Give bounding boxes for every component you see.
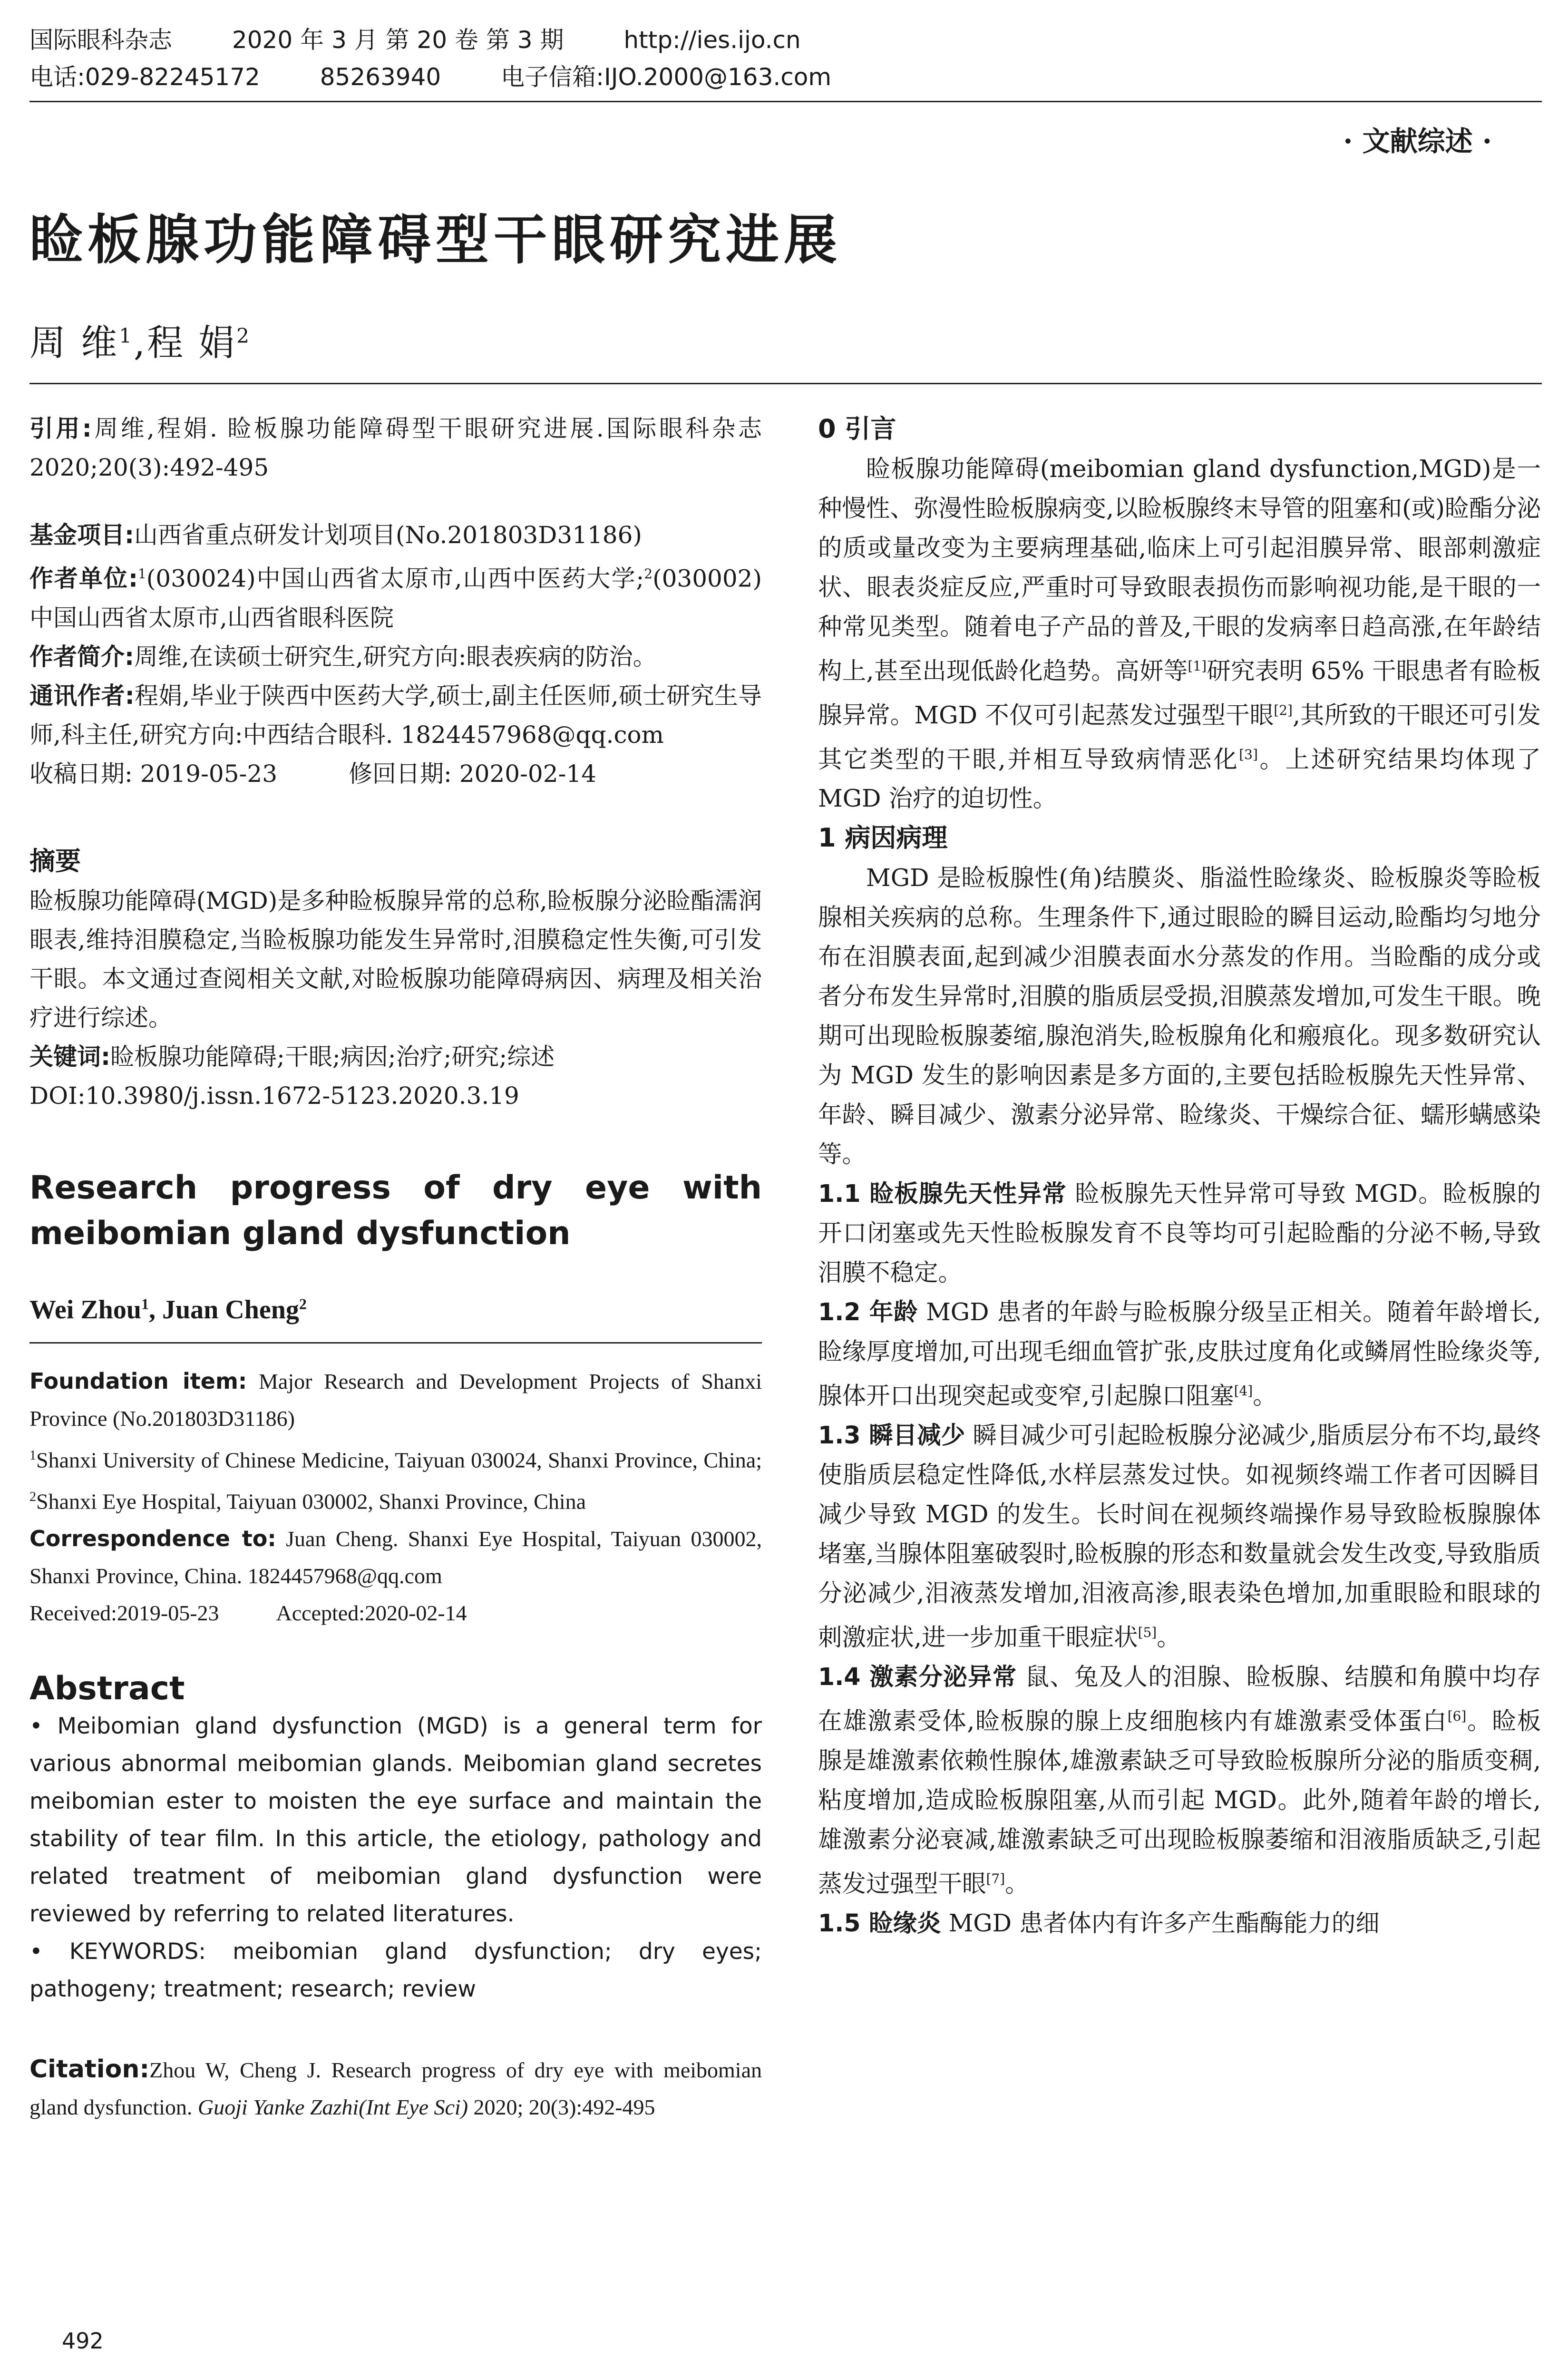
reference-7[interactable]: [7] [986, 1870, 1005, 1887]
author-1: 周 维 [29, 321, 119, 364]
english-correspondence-label: Correspondence to: [29, 1526, 276, 1552]
section-1-3 [818, 1415, 1541, 1657]
foundation-label: 基金项目: [29, 521, 134, 549]
english-received: Received:2019-05-23 [29, 1601, 219, 1626]
english-affiliation-text-1: Shanxi University of Chinese Medicine, Taiyuan 030024, Shanxi Province, China; [36, 1447, 762, 1472]
citation-text: 周维,程娟. 睑板腺功能障碍型干眼研究进展.国际眼科杂志 2020;20(3):492-495 [29, 415, 762, 481]
section-1-4-end: 。 [1005, 1869, 1029, 1898]
author-2: 程 娟 [147, 321, 237, 364]
english-foundation-text: Major Research and Development Projects of Shanxi Province (No.201803D31186) [29, 1369, 762, 1431]
journal-url[interactable]: http://ies.ijo.cn [623, 26, 801, 54]
citation-label: 引用: [29, 415, 92, 442]
affiliation [29, 555, 762, 637]
section-1-4-text-a: 鼠、兔及人的泪腺、睑板腺、结膜和角膜中均存在雄激素受体,睑板腺的腺上皮细胞核内有雄激素受体蛋白 [818, 1663, 1541, 1735]
english-meta [29, 1363, 762, 1632]
section-0-heading: 0 引言 [818, 414, 896, 444]
english-dates [29, 1595, 762, 1632]
english-divider [29, 1342, 762, 1344]
section-1-paragraph: MGD 是睑板腺性(角)结膜炎、脂溢性睑缘炎、睑板腺炎等睑板腺相关疾病的总称。生理条件下,通过眼睑的瞬目运动,睑酯均匀地分布在泪膜表面,起到减少泪膜表面水分蒸发的作用。当睑酯的成分或者分布发生异常时,泪膜的脂质层受损,泪膜蒸发增加,可发生干眼。晚期可出现睑板腺萎缩,腺泡消失,睑板腺角化和瘢痕化。现多数研究认为 MGD 发生的影响因素是多方面的,主要包括睑板腺先天性异常、年龄、瞬目减少、激素分泌异常、睑缘炎、干燥综合征、蠕形螨感染等。 [818, 864, 1541, 1169]
section-1-5 [818, 1903, 1541, 1943]
section-1-4 [818, 1657, 1541, 1903]
reference-5[interactable]: [5] [1138, 1625, 1157, 1641]
section-1-2 [818, 1292, 1541, 1415]
english-title [29, 1165, 762, 1257]
english-keywords: • KEYWORDS: meibomian gland dysfunction; dry eyes; pathogeny; treatment; research; review [29, 1939, 762, 2003]
english-citation-journal: Guoji Yanke Zazhi(Int Eye Sci) [197, 2095, 468, 2120]
journal-name: 国际眼科杂志 [29, 26, 172, 54]
english-foundation [29, 1363, 762, 1437]
dates [29, 754, 762, 793]
english-accepted: Accepted:2020-02-14 [276, 1601, 467, 1626]
section-1-2-text: MGD 患者的年龄与睑板腺分级呈正相关。随着年龄增长,睑缘厚度增加,可出现毛细血管扩张,皮肤过度角化或鳞屑性睑缘炎等,腺体开口出现突起或变窄,引起腺口阻塞 [818, 1298, 1541, 1410]
journal-email[interactable]: 电子信箱:IJO.2000@163.com [501, 63, 832, 91]
revised-date: 修回日期: 2020-02-14 [349, 760, 597, 788]
section-0-text-c: ,其所致的干眼还可引发其它类型的干眼,并相互导致病情恶化 [818, 701, 1541, 773]
english-affiliation-text-2: Shanxi Eye Hospital, Taiyuan 030002, Shanxi Province, China [36, 1489, 586, 1514]
section-1-4-heading: 1.4 激素分泌异常 [818, 1663, 1017, 1691]
english-citation [29, 2051, 762, 2126]
author-2-affiliation: 2 [236, 324, 251, 348]
affiliation-text-2: (030002)中国山西省太原市,山西省眼科医院 [29, 565, 762, 632]
section-0-paragraph [818, 449, 1541, 818]
correspondence-label: 通讯作者: [29, 682, 135, 710]
section-0-text-d: 。上述研究结果均体现了 MGD 治疗的迫切性。 [818, 745, 1541, 813]
reference-6[interactable]: [6] [1447, 1708, 1467, 1724]
english-foundation-label: Foundation item: [29, 1368, 247, 1394]
section-1-heading: 1 病因病理 [818, 823, 948, 853]
english-author-2: Juan Cheng [162, 1295, 299, 1325]
doi[interactable]: DOI:10.3980/j.issn.1672-5123.2020.3.19 [29, 1081, 519, 1110]
author-1-affiliation: 1 [119, 324, 134, 348]
section-label: · 文献综述 · [1343, 125, 1492, 157]
english-correspondence-text: Juan Cheng. Shanxi Eye Hospital, Taiyuan 030002, Shanxi Province, China. 1824457968@qq.com [29, 1527, 762, 1588]
foundation [29, 516, 762, 555]
english-abstract-heading: Abstract [29, 1670, 185, 1708]
english-author-1: Wei Zhou [29, 1295, 141, 1325]
bio-text: 周维,在读硕士研究生,研究方向:眼表疾病的防治。 [134, 643, 657, 671]
foundation-text: 山西省重点研发计划项目(No.201803D31186) [134, 521, 642, 549]
article-title: 睑板腺功能障碍型干眼研究进展 [29, 209, 842, 271]
section-1-2-end: 。 [1253, 1382, 1277, 1410]
journal-phone2: 85263940 [320, 63, 441, 91]
abstract-text: 睑板腺功能障碍(MGD)是多种睑板腺异常的总称,睑板腺分泌睑酯濡润眼表,维持泪膜稳定,当睑板腺功能发生异常时,泪膜稳定性失衡,可引发干眼。本文通过查阅相关文献,对睑板腺功能障碍病因、病理及相关治疗进行综述。 [29, 887, 762, 1032]
english-citation-text-2: 2020; 20(3):492-495 [468, 2095, 655, 2120]
section-1-3-text: 瞬目减少可引起睑板腺分泌减少,脂质层分布不均,最终使脂质层稳定性降低,水样层蒸发过快。如视频终端工作者可因瞬目减少导致 MGD 的发生。长时间在视频终端操作易导致睑板腺腺体堵塞,当腺体阻塞破裂时,睑板腺的形态和数量就会发生改变,导致脂质分泌减少,泪液蒸发增加,泪液高渗,眼表染色增加,加重眼睑和眼球的刺激症状,进一步加重干眼症状 [818, 1421, 1541, 1652]
page-number: 492 [62, 2328, 104, 2354]
received-date: 收稿日期: 2019-05-23 [29, 760, 278, 788]
keywords-text: 睑板腺功能障碍;干眼;病因;治疗;研究;综述 [110, 1042, 555, 1071]
chinese-citation [29, 409, 762, 487]
english-affiliation-sup-1: 1 [29, 1448, 36, 1463]
section-1-5-heading: 1.5 睑缘炎 [818, 1909, 941, 1937]
section-1-2-heading: 1.2 年龄 [818, 1298, 918, 1326]
article-authors [29, 314, 251, 366]
section-0-text-a: 睑板腺功能障碍(meibomian gland dysfunction,MGD)是一种慢性、弥漫性睑板腺病变,以睑板腺终末导管的阻塞和(或)睑酯分泌的质或量改变为主要病理基础,临床上可引起泪膜异常、眼部刺激症状、眼表炎症反应,严重时可导致眼表损伤而影响视功能,是干眼的一种常见类型。随着电子产品的普及,干眼的发病率日趋高涨,在年龄结构上,甚至出现低龄化趋势。高妍等 [818, 455, 1541, 685]
correspondence-text: 程娟,毕业于陕西中医药大学,硕士,副主任医师,硕士研究生导师,科主任,研究方向:中西结合眼科. 1824457968@qq.com [29, 682, 762, 749]
section-0-text-b: 研究表明 65% 干眼患者有睑板腺异常。MGD 不仅可引起蒸发过强型干眼 [818, 656, 1541, 729]
left-column [29, 409, 762, 2126]
section-1-5-text: MGD 患者体内有许多产生酯酶能力的细 [941, 1909, 1380, 1937]
english-affiliation [29, 1437, 762, 1520]
section-1-3-heading: 1.3 瞬目减少 [818, 1421, 965, 1450]
section-1-4-text-b: 。睑板腺是雄激素依赖性腺体,雄激素缺乏可导致睑板腺所分泌的脂质变稠,粘度增加,造成睑板腺阻塞,从而引起 MGD。此外,随着年龄的增长,雄激素分泌衰减,雄激素缺乏可出现睑板腺萎缩和泪液脂质缺乏,引起蒸发过强型干眼 [818, 1706, 1541, 1898]
reference-3[interactable]: [3] [1239, 746, 1258, 762]
author-separator: , [133, 321, 147, 364]
section-1-1-heading: 1.1 睑板腺先天性异常 [818, 1179, 1067, 1208]
keywords [29, 1037, 762, 1076]
affiliation-label: 作者单位: [29, 565, 138, 593]
english-correspondence [29, 1520, 762, 1595]
english-author-1-sup: 1 [141, 1295, 149, 1312]
english-citation-label: Citation: [29, 2055, 150, 2084]
keywords-label: 关键词: [29, 1042, 110, 1071]
affiliation-sup-1: 1 [137, 566, 146, 582]
corresponding-author [29, 676, 762, 754]
section-1-3-end: 。 [1157, 1623, 1181, 1652]
journal-issue: 2020 年 3 月 第 20 卷 第 3 期 [232, 26, 564, 54]
article-meta [29, 516, 762, 793]
english-title-line-1: Research progress of dry eye with [29, 1169, 762, 1207]
affiliation-sup-2: 2 [644, 566, 653, 582]
right-column [818, 409, 1541, 1943]
english-authors [29, 1295, 762, 1325]
english-title-line-2: meibomian gland dysfunction [29, 1214, 571, 1252]
journal-phone: 电话:029-82245172 [29, 63, 260, 91]
english-citation-text-1: Zhou W, Cheng J. Research progress of dry eye with meibomian gland dysfunction. [29, 2058, 762, 2120]
english-author-2-sup: 2 [299, 1295, 307, 1312]
title-divider [29, 383, 1542, 384]
english-author-separator: , [148, 1295, 162, 1325]
section-1-1 [818, 1174, 1541, 1292]
affiliation-text-1: (030024)中国山西省太原市,山西中医药大学; [146, 565, 644, 593]
reference-2[interactable]: [2] [1274, 702, 1293, 718]
abstract-heading: 摘要 [29, 846, 81, 876]
reference-1[interactable]: [1] [1188, 658, 1207, 674]
english-affiliation-sup-2: 2 [29, 1489, 36, 1504]
journal-header [29, 21, 1542, 96]
section-1-1-text: 睑板腺先天性异常可导致 MGD。睑板腺的开口闭塞或先天性睑板腺发育不良等均可引起睑酯的分泌不畅,导致泪膜不稳定。 [818, 1179, 1541, 1287]
author-bio [29, 637, 762, 676]
reference-4[interactable]: [4] [1234, 1383, 1253, 1399]
header-divider [29, 101, 1542, 102]
bio-label: 作者简介: [29, 643, 134, 671]
english-abstract-text: • Meibomian gland dysfunction (MGD) is a general term for various abnormal meibomian glands. Meibomian gland secretes meibomian ester to moisten the eye surface and maintain the stability of tear film. In this article, the etiology, pathology and related treatment of meibomian gland dysfunction were reviewed by referring to related literatures. [29, 1713, 762, 1928]
